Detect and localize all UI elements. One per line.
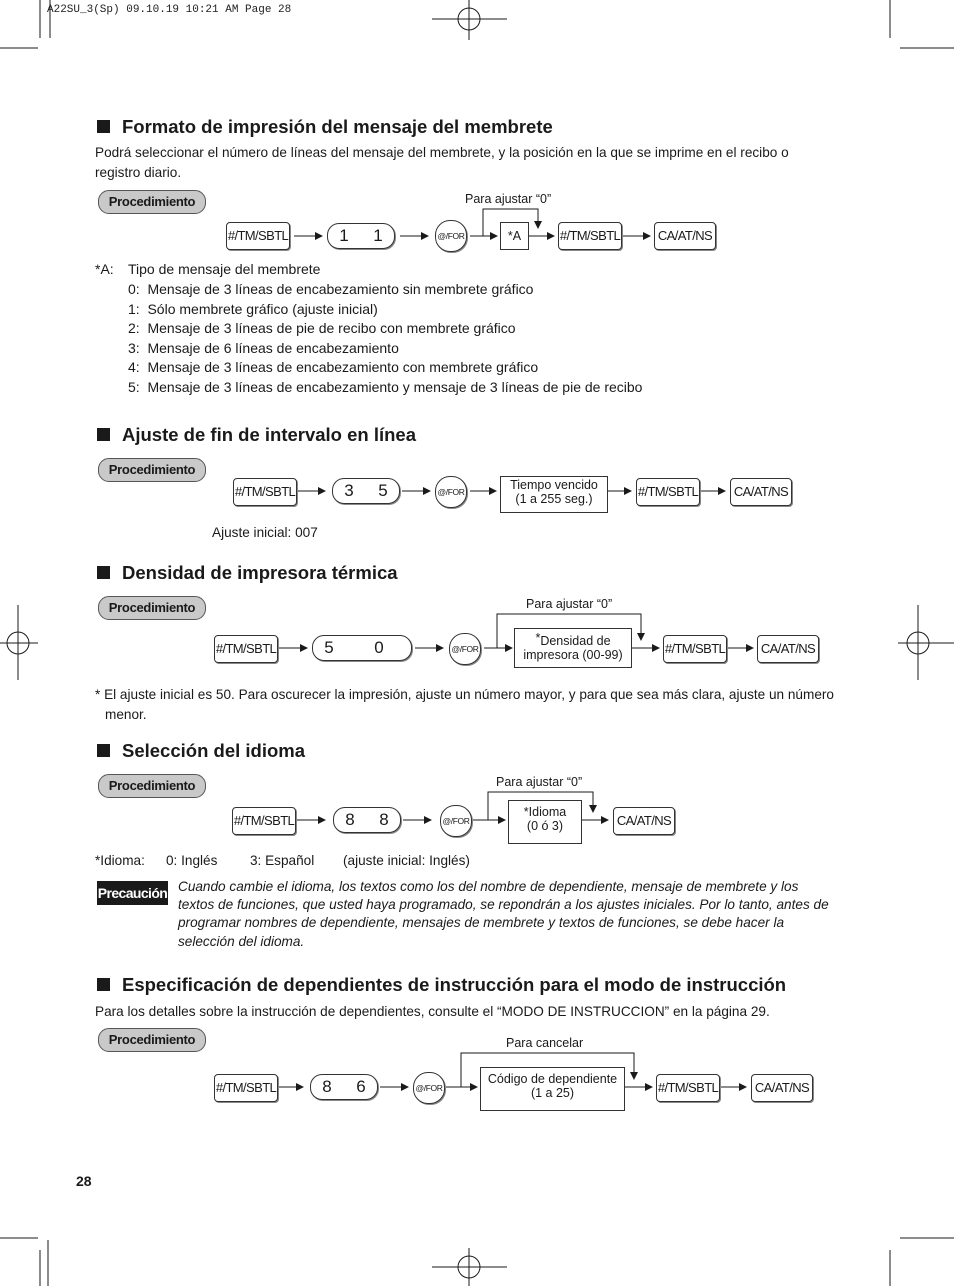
key-tm-sbtl: #/TM/SBTL <box>558 222 622 250</box>
adjust-note: Para ajustar “0” <box>465 192 552 206</box>
caution-badge: Precaución <box>97 881 168 905</box>
number-key: 0 <box>374 638 384 657</box>
lang-label: *Idioma: <box>95 853 145 868</box>
number-keys <box>310 1074 378 1100</box>
box-line: (0 ó 3) <box>526 819 564 833</box>
number-keys <box>327 223 395 249</box>
section-title-idioma <box>97 740 305 762</box>
list-item <box>128 300 642 320</box>
section-title-text: Densidad de impresora térmica <box>122 562 398 583</box>
section-title-instruccion <box>97 974 786 996</box>
number-keys <box>333 807 401 833</box>
key-for: @/FOR <box>440 805 472 837</box>
box-line: Densidad de <box>540 634 611 648</box>
print-slug: A22SU_3(Sp) 09.10.19 10:21 AM Page 28 <box>47 4 292 16</box>
key-tm-sbtl: #/TM/SBTL <box>636 478 700 506</box>
item-key: 2: <box>128 320 140 337</box>
timeout-box <box>500 476 608 513</box>
procedure-badge: Procedimiento <box>98 596 206 620</box>
box-line: (1 a 25) <box>530 1086 575 1100</box>
initial-setting: Ajuste inicial: 007 <box>212 525 318 540</box>
section-title-text: Formato de impresión del mensaje del membrete <box>122 116 553 137</box>
adjust-note: Para ajustar “0” <box>496 775 583 789</box>
box-line: Tiempo vencido <box>510 478 598 492</box>
lang-initial: (ajuste inicial: Inglés) <box>343 853 470 868</box>
item-key: 5: <box>128 378 140 395</box>
key-ca-at-ns: CA/AT/NS <box>757 635 819 663</box>
section-intro: Podrá seleccionar el número de líneas del mensaje del membrete, y la posición en la que se imprime en el recibo o registro diario. <box>95 145 789 180</box>
caution-text: Cuando cambie el idioma, los textos como los del nombre de dependiente, mensaje de membrete y los textos de funciones, que usted haya programado, se repondrán a los ajustes iniciales. Por lo tanto, antes de programar nombres de dependiente, mensajes de membrete y textos de funciones, se debe hacer la selección del idioma. <box>178 879 829 949</box>
item-text: Mensaje de 3 líneas de pie de recibo con membrete gráfico <box>147 320 516 337</box>
box-line: impresora (00-99) <box>523 648 623 662</box>
section-intro: Para los detalles sobre la instrucción de dependientes, consulte el “MODO DE INSTRUCCION” en la página 29. <box>95 1004 770 1019</box>
number-keys <box>312 635 412 661</box>
number-key: 1 <box>339 226 349 245</box>
cancel-note: Para cancelar <box>506 1036 584 1050</box>
section-title-text: Selección del idioma <box>122 740 306 761</box>
bullet-square-icon <box>97 428 110 441</box>
procedure-badge: Procedimiento <box>98 1028 206 1052</box>
item-text: Mensaje de 3 líneas de encabezamiento y mensaje de 3 líneas de pie de recibo <box>147 378 643 395</box>
box-line: Código de dependiente <box>487 1072 618 1086</box>
adjust-note: Para ajustar “0” <box>526 597 613 611</box>
list-item <box>128 339 642 359</box>
item-text: Mensaje de 3 líneas de encabezamiento sin membrete gráfico <box>147 281 534 297</box>
item-key: 1: <box>128 300 140 317</box>
item-text: Mensaje de 3 líneas de encabezamiento con membrete gráfico <box>147 359 539 376</box>
lang-option-3: 3: Español <box>250 853 315 868</box>
number-key: 1 <box>373 226 383 245</box>
item-text: Mensaje de 6 líneas de encabezamiento <box>147 339 399 356</box>
list-head-text: Tipo de mensaje del membrete <box>128 261 321 277</box>
key-for: @/FOR <box>413 1072 445 1104</box>
bullet-square-icon <box>97 978 110 991</box>
item-text: Sólo membrete gráfico (ajuste inicial) <box>147 300 378 317</box>
list-item <box>128 358 642 378</box>
key-tm-sbtl: #/TM/SBTL <box>656 1074 720 1102</box>
page-number: 28 <box>76 1173 92 1189</box>
section-title-densidad <box>97 562 398 584</box>
procedure-badge: Procedimiento <box>98 774 206 798</box>
procedure-badge: Procedimiento <box>98 190 206 214</box>
key-ca-at-ns: CA/AT/NS <box>654 222 716 250</box>
clerk-code-box <box>480 1067 625 1111</box>
number-key: 8 <box>322 1077 332 1096</box>
key-for: @/FOR <box>435 476 467 508</box>
box-line: (1 a 255 seg.) <box>515 492 593 506</box>
key-tm-sbtl: #/TM/SBTL <box>214 1074 278 1102</box>
density-note: * El ajuste inicial es 50. Para oscurecer la impresión, ajuste un número mayor, y para que sea más clara, ajuste un número menor. <box>95 687 834 722</box>
box-asterisk: * <box>535 631 541 645</box>
key-ca-at-ns: CA/AT/NS <box>613 807 675 835</box>
key-for: @/FOR <box>449 633 481 665</box>
list-head-label: *A: <box>95 261 114 277</box>
section-title-membrete <box>97 116 553 138</box>
lang-option-0: 0: Inglés <box>166 853 218 868</box>
key-tm-sbtl: #/TM/SBTL <box>232 807 296 835</box>
membrete-options-list <box>128 280 642 398</box>
language-box <box>508 800 582 844</box>
key-tm-sbtl: #/TM/SBTL <box>663 635 727 663</box>
section-title-text: Especificación de dependientes de instrucción para el modo de instrucción <box>122 974 787 995</box>
number-key: 5 <box>378 481 388 500</box>
number-key: 6 <box>356 1077 366 1096</box>
key-tm-sbtl: #/TM/SBTL <box>226 222 290 250</box>
item-key: 4: <box>128 359 140 376</box>
list-item <box>128 319 642 339</box>
key-ca-at-ns: CA/AT/NS <box>730 478 792 506</box>
box-line: *Idioma <box>523 805 567 819</box>
key-ca-at-ns: CA/AT/NS <box>751 1074 813 1102</box>
procedure-badge: Procedimiento <box>98 458 206 482</box>
bullet-square-icon <box>97 744 110 757</box>
number-key: 5 <box>324 638 334 657</box>
list-item <box>128 378 642 398</box>
number-key: 8 <box>345 810 355 829</box>
item-key: 3: <box>128 339 140 356</box>
number-key: 8 <box>379 810 389 829</box>
list-item <box>128 280 642 300</box>
item-key: 0: <box>128 281 140 297</box>
key-for: @/FOR <box>435 220 467 252</box>
bullet-square-icon <box>97 566 110 579</box>
key-tm-sbtl: #/TM/SBTL <box>214 635 278 663</box>
section-title-intervalo <box>97 424 416 446</box>
density-box <box>514 628 632 668</box>
key-tm-sbtl: #/TM/SBTL <box>233 478 297 506</box>
section-title-text: Ajuste de fin de intervalo en línea <box>122 424 417 445</box>
bullet-square-icon <box>97 120 110 133</box>
number-keys <box>332 478 400 504</box>
number-key: 3 <box>344 481 354 500</box>
value-box-a: *A <box>500 222 529 250</box>
